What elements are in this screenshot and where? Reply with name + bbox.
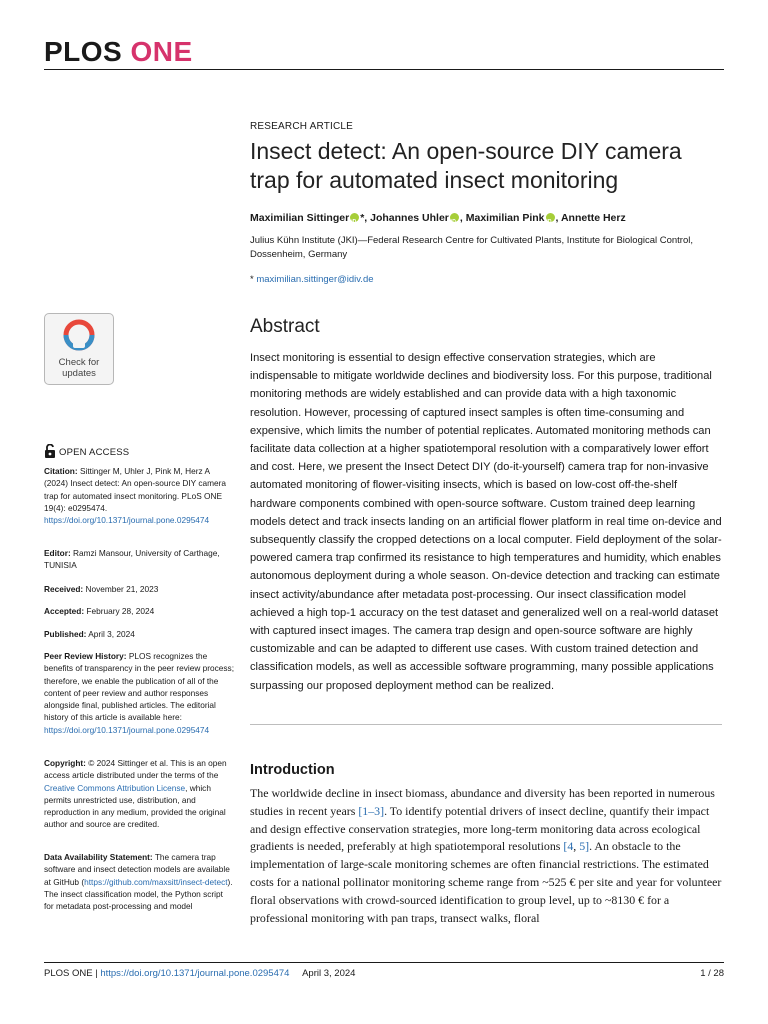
intro-text: The worldwide decline in insect biomass, abundance and diversity has been reported in numerous studies in recent years bbox=[250, 786, 715, 818]
footer-separator: | bbox=[92, 968, 101, 979]
author-name[interactable]: Maximilian Pink bbox=[465, 212, 545, 224]
footer bbox=[44, 968, 355, 979]
open-access-badge bbox=[44, 444, 129, 458]
received-block bbox=[44, 583, 234, 595]
page-number: 1 / 28 bbox=[700, 968, 724, 979]
citation-text: Sittinger M, Uhler J, Pink M, Herz A (2024) Insect detect: An open-source DIY camera trap for automated insect monitoring. PLoS ONE 19(4): e0295474. bbox=[44, 466, 227, 513]
peer-review-label: Peer Review History: bbox=[44, 651, 127, 661]
article-title: Insect detect: An open-source DIY camera trap for automated insect monitoring bbox=[250, 138, 682, 193]
author-name[interactable]: Annette Herz bbox=[560, 212, 626, 224]
check-for-updates-button[interactable] bbox=[44, 313, 114, 385]
copyright-label: Copyright: bbox=[44, 758, 86, 768]
logo-one: ONE bbox=[130, 36, 193, 67]
orcid-icon[interactable] bbox=[350, 213, 359, 222]
peer-review-text: PLOS recognizes the benefits of transparency in the peer review process; therefore, we enable the publication of all of the content of peer review and author responses alongside final, published articles. The editorial history of this article is available here: bbox=[44, 651, 235, 723]
crossmark-line1: Check for bbox=[58, 357, 100, 368]
intro-text: . To identify potential drivers of insect decline, quantify their impact and design effective conservation strategies, more long-term monitoring data across ecological gradients is needed, preferably at high spatiotemporal resolutions bbox=[250, 803, 710, 854]
editor-label: Editor: bbox=[44, 548, 71, 558]
data-availability-label: Data Availability Statement: bbox=[44, 852, 153, 862]
footer-journal: PLOS ONE bbox=[44, 968, 93, 979]
accepted-block bbox=[44, 605, 234, 617]
open-access-label: OPEN ACCESS bbox=[59, 447, 130, 458]
corresponding-email bbox=[250, 274, 374, 285]
published-date: April 3, 2024 bbox=[86, 629, 135, 639]
crossmark-label bbox=[45, 357, 113, 379]
affiliation: Julius Kühn Institute (JKI)—Federal Research Centre for Cultivated Plants, Institute for Biological Control, Dossenheim, Germany bbox=[250, 235, 694, 260]
author-list bbox=[250, 210, 720, 226]
intro-text: . An obstacle to the implementation of large-scale monitoring schemes are often financial restrictions. The estimated costs for a national pollinator monitoring scheme range from ~525 € per site and year for volunteer floral observations with crowd-sourced identification to group level, up to ~8130 € for a professional monitoring with pan traps, transect walks, floral bbox=[250, 839, 722, 925]
reference-link[interactable]: [1–3] bbox=[358, 803, 385, 818]
footer-doi-link[interactable]: https://doi.org/10.1371/journal.pone.0295474 bbox=[100, 968, 290, 979]
citation-doi-link[interactable]: https://doi.org/10.1371/journal.pone.0295474 bbox=[44, 515, 210, 526]
abstract-divider bbox=[250, 724, 722, 725]
abstract-heading: Abstract bbox=[250, 316, 320, 337]
copyright-text: , which permits unrestricted use, distribution, and reproduction in any medium, provided the original author and source are credited. bbox=[44, 782, 226, 830]
article-type-label: RESEARCH ARTICLE bbox=[250, 121, 354, 132]
reference-link[interactable]: [4 bbox=[563, 839, 574, 854]
logo-plos: PLOS bbox=[44, 36, 123, 67]
intro-text: , bbox=[573, 839, 580, 854]
author-name[interactable]: Johannes Uhler bbox=[370, 212, 449, 224]
journal-logo[interactable] bbox=[44, 36, 193, 68]
header-divider bbox=[44, 69, 724, 70]
github-link[interactable]: https://github.com/maxsitt/insect-detect bbox=[84, 876, 228, 887]
crossmark-line2: updates bbox=[62, 368, 96, 379]
data-availability-text: The camera trap software and insect detection models are available at GitHub ( bbox=[44, 852, 230, 887]
footer-date: April 3, 2024 bbox=[302, 968, 356, 979]
reference-link[interactable]: 5] bbox=[579, 839, 590, 854]
crossmark-icon bbox=[63, 319, 95, 355]
copyright-text: © 2024 Sittinger et al. This is an open access article distributed under the terms of the bbox=[44, 758, 227, 781]
accepted-label: Accepted: bbox=[44, 606, 85, 616]
author-separator: *, bbox=[360, 212, 371, 224]
peer-review-link[interactable]: https://doi.org/10.1371/journal.pone.0295474 bbox=[44, 724, 210, 735]
peer-review-block bbox=[44, 650, 234, 736]
introduction-paragraph bbox=[250, 785, 722, 927]
corresponding-marker: * bbox=[250, 274, 254, 285]
received-date: November 21, 2023 bbox=[83, 584, 159, 594]
author-name[interactable]: Maximilian Sittinger bbox=[250, 212, 350, 224]
citation-block bbox=[44, 465, 234, 526]
published-block bbox=[44, 628, 234, 640]
footer-divider bbox=[44, 962, 724, 963]
accepted-date: February 28, 2024 bbox=[84, 606, 155, 616]
copyright-block bbox=[44, 757, 234, 831]
citation-label: Citation: bbox=[44, 466, 78, 476]
abstract-text: Insect monitoring is essential to design effective conservation strategies, which are indispensable to mitigate worldwide declines and biodiversity loss. For this purpose, traditional monitoring methods are widely established and can provide data with a high taxonomic resolution. However, processing of captured insect samples is often time-consuming and expensive, which limits the number of potential replicates. Automated monitoring methods can facilitate data collection at a higher spatiotemporal resolution with a comparatively lower effort and cost. Here, we present the Insect Detect DIY (do-it-yourself) camera trap for non-invasive automated monitoring of flower-visiting insects, which is based on low-cost off-the-shelf hardware components combined with open-source software. Custom trained deep learning models detect and track insects landing on an artificial flower platform in real time on-device and subsequently classify the cropped detections on a local computer. Field deployment of the solar-powered camera trap confirmed its resistance to high temperatures and humidity, which enables autonomous deployment during a whole season. On-device detection and tracking can estimate insect activity/abundance after metadata post-processing. Our insect classification model achieved a high top-1 accuracy on the test dataset and generalized well on a real-world dataset with captured insect images. The camera trap design and open-source software are highly customizable and can be adapted to different use cases. With custom trained detection and classification models, as well as accessible software programming, many possible applications surpassing our proposed deployment method can be realized. bbox=[250, 352, 722, 692]
editor-text: Ramzi Mansour, University of Carthage, TUNISIA bbox=[44, 548, 220, 571]
author-separator: , bbox=[555, 212, 561, 224]
published-label: Published: bbox=[44, 629, 87, 639]
orcid-icon[interactable] bbox=[450, 213, 459, 222]
received-label: Received: bbox=[44, 584, 84, 594]
license-link[interactable]: Creative Commons Attribution License bbox=[44, 782, 186, 793]
email-link[interactable]: maximilian.sittinger@idiv.de bbox=[256, 274, 374, 285]
open-lock-icon bbox=[44, 444, 56, 458]
orcid-icon[interactable] bbox=[546, 213, 555, 222]
introduction-heading: Introduction bbox=[250, 762, 335, 778]
author-separator: , bbox=[459, 212, 466, 224]
data-availability-text: ). The insect classification model, the Python script for metadata post-processing and model bbox=[44, 876, 233, 912]
data-availability-block bbox=[44, 851, 234, 912]
editor-block bbox=[44, 547, 234, 572]
